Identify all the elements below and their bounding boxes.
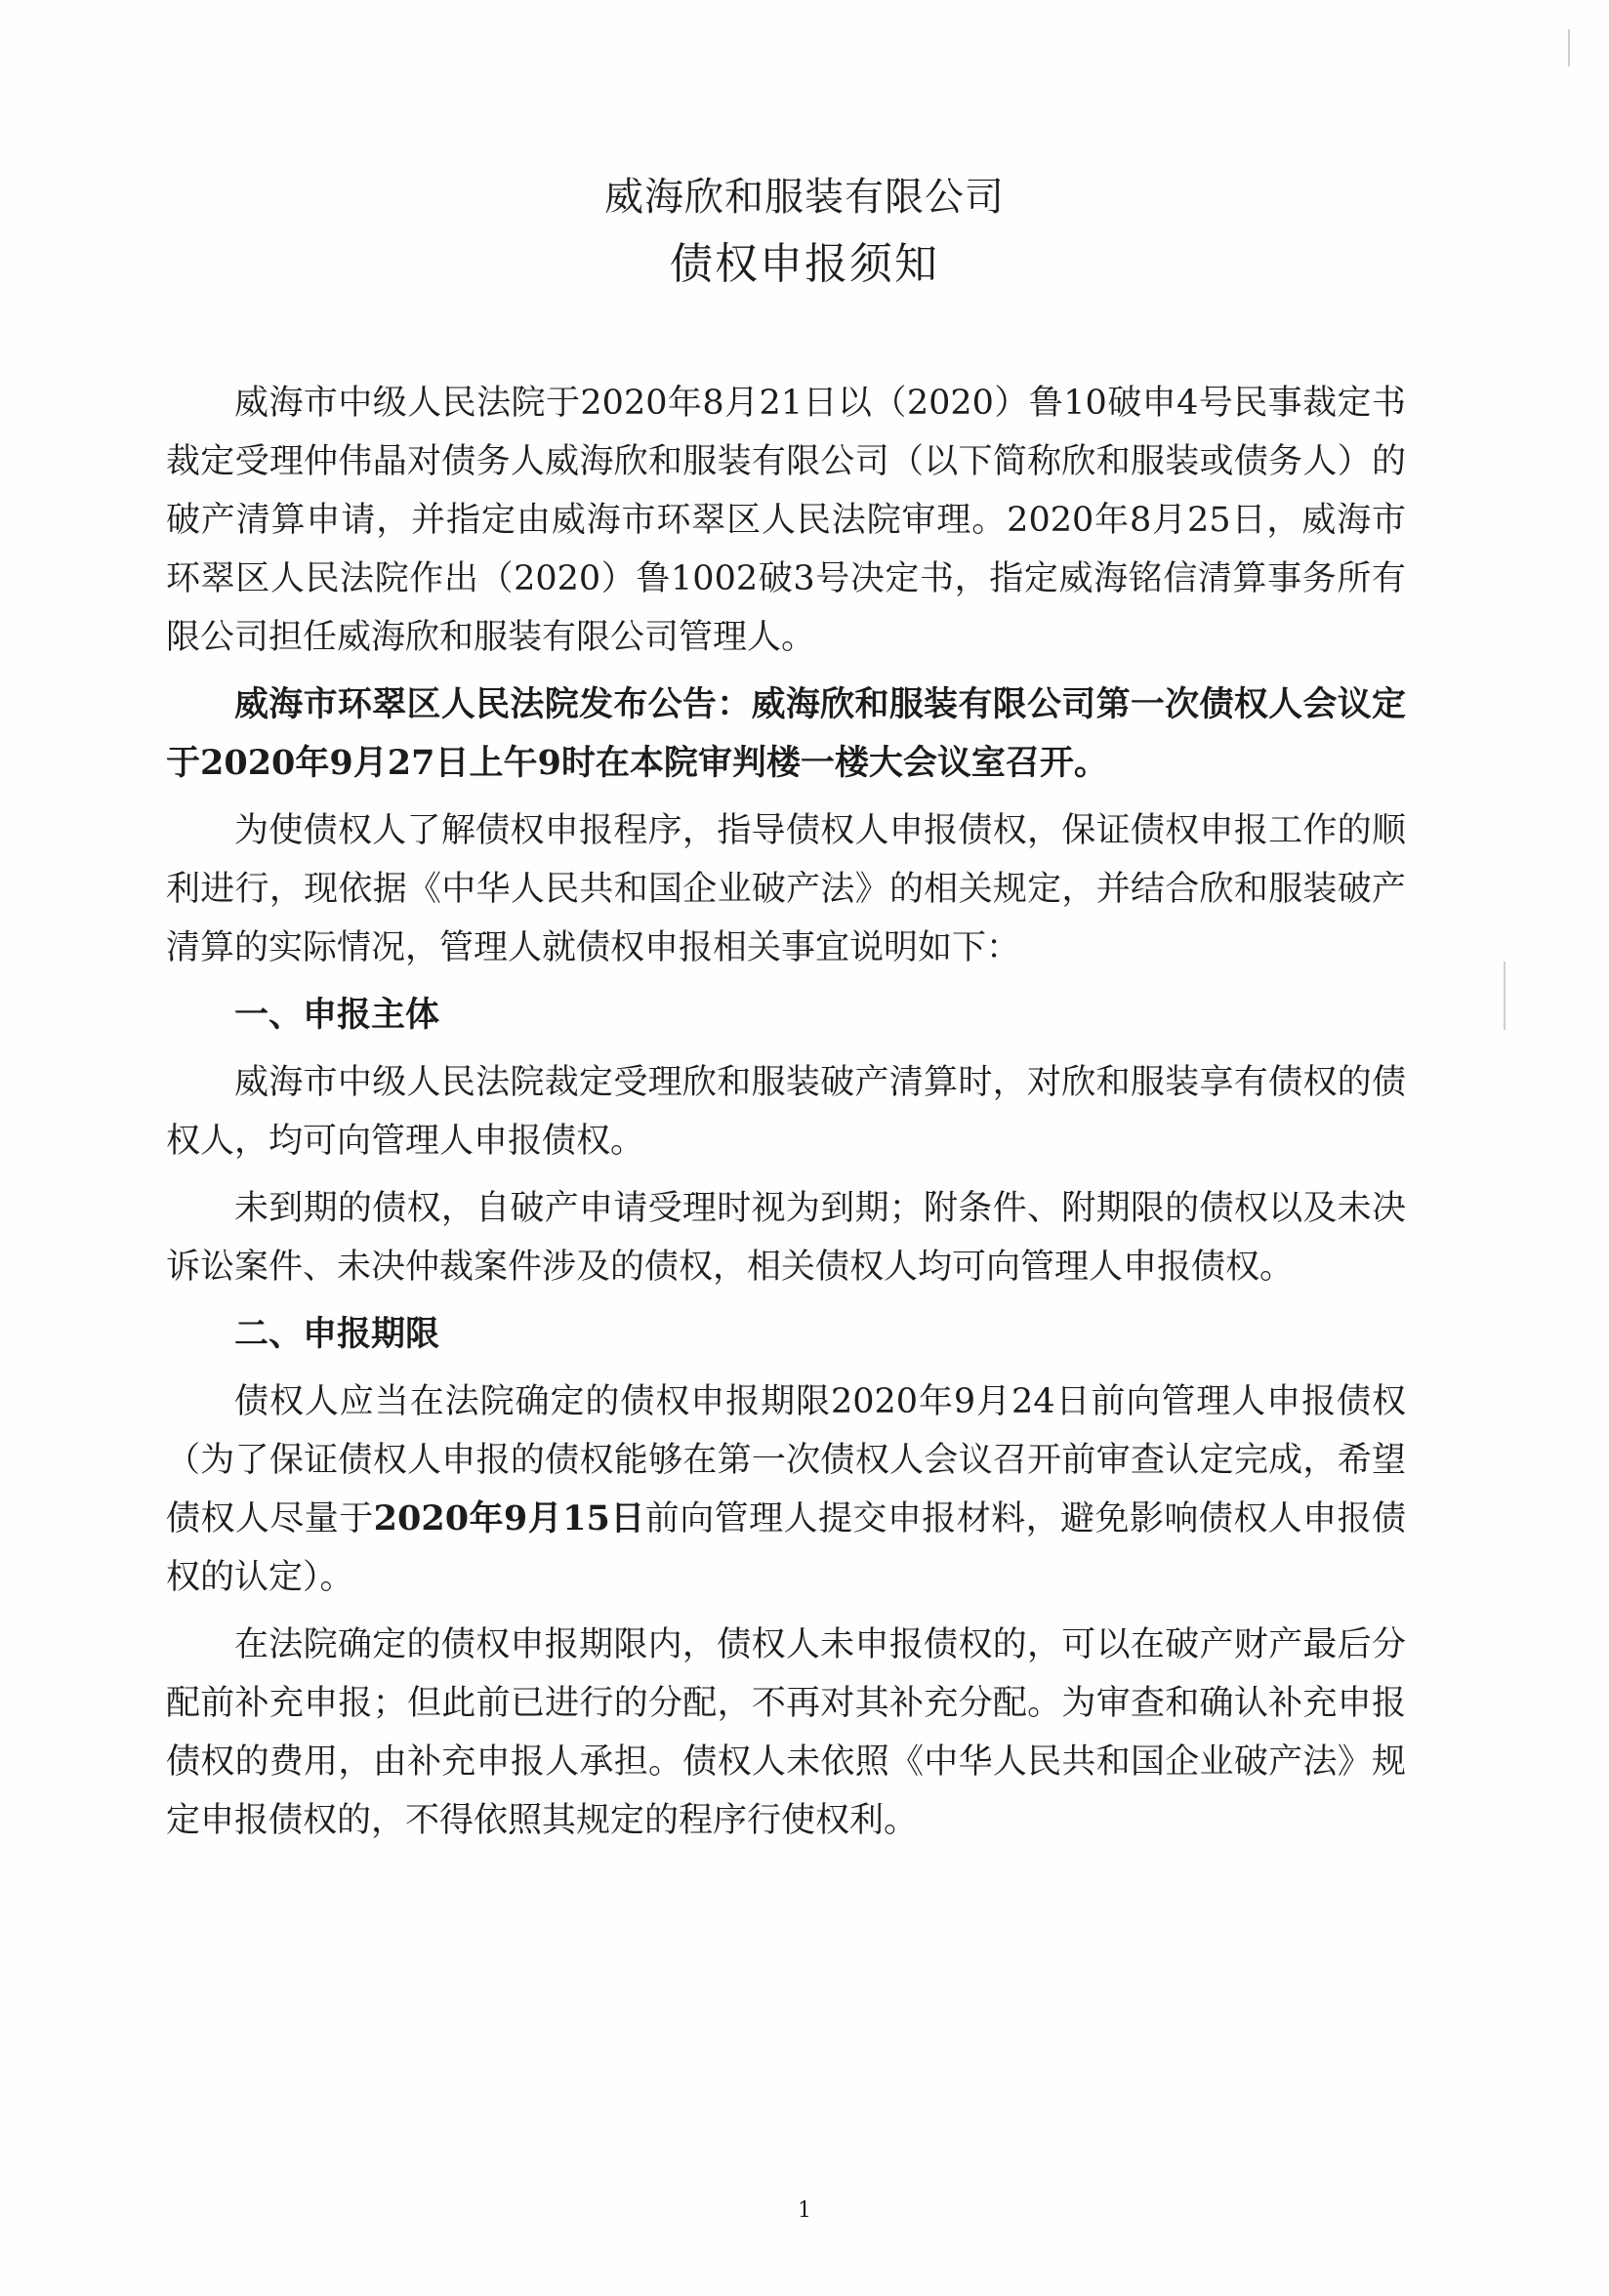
section-heading-deadline: 二、申报期限: [234, 1314, 440, 1354]
paragraph-court-acceptance: 威海市中级人民法院于2020年8月21日以（2020）鲁10破申4号民事裁定书裁定受理仲伟晶对债务人威海欣和服装有限公司（以下简称欣和服装或债务人）的破产清算申请，并指定由威海市环翠区人民法院审理。2020年8月25日，威海市环翠区人民法院作出（2020）鲁1002破3号决定书，指定威海铭信清算事务所有限公司担任威海欣和服装有限公司管理人。: [166, 384, 1406, 657]
section-heading-applicants: 一、申报主体: [234, 995, 440, 1035]
paragraph-supplementary-claims: 在法院确定的债权申报期限内，债权人未申报债权的，可以在破产财产最后分配前补充申报；但此前已进行的分配，不再对其补充分配。为审查和确认补充申报债权的费用，由补充申报人承担。债权人未依照《中华人民共和国企业破产法》规定申报债权的，不得依照其规定的程序行使权利。: [166, 1625, 1406, 1840]
scan-edge-mark-right-lower: [1504, 962, 1506, 1030]
paragraph-purpose: 为使债权人了解债权申报程序，指导债权人申报债权，保证债权申报工作的顺利进行，现依据《中华人民共和国企业破产法》的相关规定，并结合欣和服装破产清算的实际情况，管理人就债权申报相关事宜说明如下：: [166, 811, 1406, 967]
company-title: 威海欣和服装有限公司: [604, 175, 1005, 220]
document-body: [166, 374, 1406, 1859]
deadline-date-bold: 2020年9月15日: [373, 1498, 645, 1538]
paragraph-creditors-meeting-notice: 威海市环翠区人民法院发布公告：威海欣和服装有限公司第一次债权人会议定于2020年9月27日上午9时在本院审判楼一楼大会议室召开。: [166, 684, 1406, 783]
notice-title: 债权申报须知: [670, 239, 939, 289]
deadline-tail-text: 前向管理人提交申报材料，避免影响债权人申报债权的认定）。: [166, 1499, 1406, 1597]
scan-edge-mark-right: [1568, 29, 1570, 66]
deadline-text: 债权人应当在法院确定的债权申报期限2020年9月24日前向管理人申报债权（为了保证债权人申报的债权能够在第一次债权人会议召开前审查认定完成，希望债权人尽量于: [166, 1382, 1406, 1538]
paragraph-deadline: [166, 1373, 1406, 1607]
paragraph-eligible-creditors: 威海市中级人民法院裁定受理欣和服装破产清算时，对欣和服装享有债权的债权人，均可向管理人申报债权。: [166, 1063, 1406, 1161]
page-number: 1: [798, 2198, 811, 2223]
paragraph-unmatured-claims: 未到期的债权，自破产申请受理时视为到期；附条件、附期限的债权以及未决诉讼案件、未决仲裁案件涉及的债权，相关债权人均可向管理人申报债权。: [166, 1189, 1406, 1287]
